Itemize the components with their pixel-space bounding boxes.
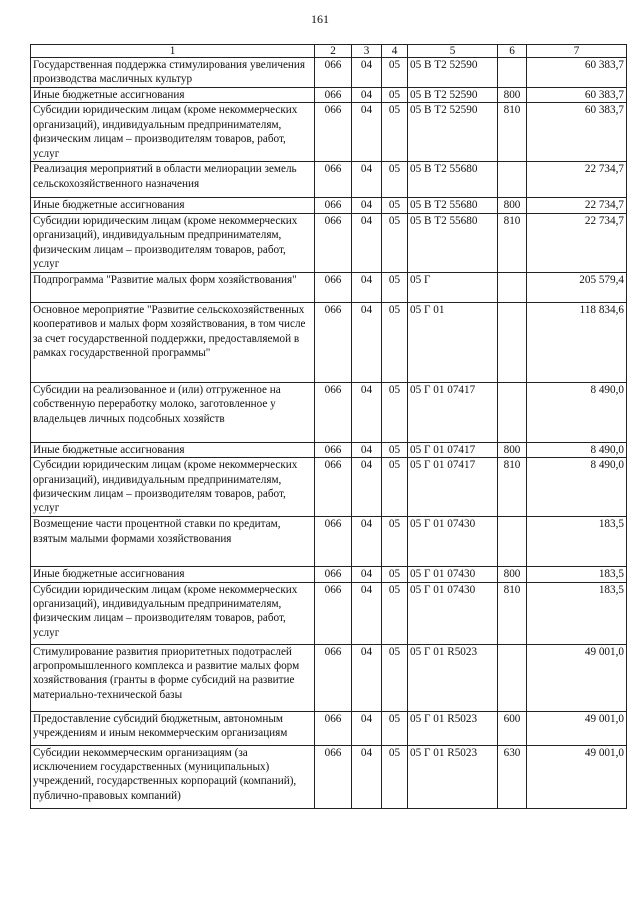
amount: 22 734,7 xyxy=(527,213,627,272)
admin-code: 066 xyxy=(315,213,352,272)
amount: 60 383,7 xyxy=(527,103,627,162)
expense-type-code: 800 xyxy=(498,88,527,103)
expense-type-code: 600 xyxy=(498,711,527,745)
subsection-code: 05 xyxy=(382,644,408,711)
section-code: 04 xyxy=(352,745,382,808)
admin-code: 066 xyxy=(315,88,352,103)
target-article-code: 05 Г 01 xyxy=(408,302,498,382)
section-code: 04 xyxy=(352,711,382,745)
target-article-code: 05 В Т2 55680 xyxy=(408,198,498,213)
row-name: Иные бюджетные ассигнования xyxy=(31,567,315,582)
admin-code: 066 xyxy=(315,58,352,88)
header-col-5: 5 xyxy=(408,45,498,58)
amount: 183,5 xyxy=(527,567,627,582)
subsection-code: 05 xyxy=(382,458,408,517)
subsection-code: 05 xyxy=(382,517,408,567)
table-row xyxy=(31,58,627,88)
table-row xyxy=(31,272,627,302)
row-name: Субсидии юридическим лицам (кроме некоммерческих организаций), индивидуальным предпринимателям, физическим лицам – производителям товаров, работ, услуг xyxy=(31,103,315,162)
table-row xyxy=(31,458,627,517)
expense-type-code xyxy=(498,517,527,567)
expense-type-code: 800 xyxy=(498,442,527,457)
amount: 205 579,4 xyxy=(527,272,627,302)
table-row xyxy=(31,302,627,382)
admin-code: 066 xyxy=(315,103,352,162)
target-article-code: 05 Г 01 R5023 xyxy=(408,745,498,808)
target-article-code: 05 В Т2 52590 xyxy=(408,58,498,88)
expense-type-code xyxy=(498,272,527,302)
section-code: 04 xyxy=(352,458,382,517)
target-article-code: 05 В Т2 52590 xyxy=(408,88,498,103)
subsection-code: 05 xyxy=(382,272,408,302)
subsection-code: 05 xyxy=(382,302,408,382)
amount: 60 383,7 xyxy=(527,58,627,88)
header-col-3: 3 xyxy=(352,45,382,58)
subsection-code: 05 xyxy=(382,58,408,88)
table-row xyxy=(31,213,627,272)
expense-type-code xyxy=(498,58,527,88)
section-code: 04 xyxy=(352,567,382,582)
expense-type-code xyxy=(498,302,527,382)
target-article-code: 05 Г 01 07430 xyxy=(408,582,498,644)
expense-type-code: 810 xyxy=(498,458,527,517)
admin-code: 066 xyxy=(315,198,352,213)
admin-code: 066 xyxy=(315,442,352,457)
header-col-7: 7 xyxy=(527,45,627,58)
admin-code: 066 xyxy=(315,567,352,582)
row-name: Стимулирование развития приоритетных подотраслей агропромышленного комплекса и развитие малых форм хозяйствования (гранты в форме субсидий на развитие материально-технической базы xyxy=(31,644,315,711)
page-number: 161 xyxy=(311,12,329,26)
table-row xyxy=(31,442,627,457)
row-name: Иные бюджетные ассигнования xyxy=(31,88,315,103)
row-name: Основное мероприятие "Развитие сельскохозяйственных кооперативов и малых форм хозяйствования, в том числе за счет государственной поддержки, предоставляемой в рамках государственной программы" xyxy=(31,302,315,382)
target-article-code: 05 Г 01 07430 xyxy=(408,517,498,567)
row-name: Предоставление субсидий бюджетным, автономным учреждениям и иным некоммерческим организациям xyxy=(31,711,315,745)
section-code: 04 xyxy=(352,272,382,302)
section-code: 04 xyxy=(352,582,382,644)
subsection-code: 05 xyxy=(382,198,408,213)
row-name: Подпрограмма "Развитие малых форм хозяйствования" xyxy=(31,272,315,302)
subsection-code: 05 xyxy=(382,567,408,582)
subsection-code: 05 xyxy=(382,711,408,745)
amount: 22 734,7 xyxy=(527,162,627,198)
section-code: 04 xyxy=(352,382,382,442)
amount: 49 001,0 xyxy=(527,644,627,711)
table-row xyxy=(31,103,627,162)
amount: 8 490,0 xyxy=(527,442,627,457)
row-name: Возмещение части процентной ставки по кредитам, взятым малыми формами хозяйствования xyxy=(31,517,315,567)
amount: 60 383,7 xyxy=(527,88,627,103)
subsection-code: 05 xyxy=(382,442,408,457)
header-row xyxy=(31,45,627,58)
table-row xyxy=(31,198,627,213)
row-name: Субсидии юридическим лицам (кроме некоммерческих организаций), индивидуальным предпринимателям, физическим лицам – производителям товаров, работ, услуг xyxy=(31,458,315,517)
amount: 49 001,0 xyxy=(527,745,627,808)
section-code: 04 xyxy=(352,213,382,272)
section-code: 04 xyxy=(352,58,382,88)
admin-code: 066 xyxy=(315,382,352,442)
amount: 183,5 xyxy=(527,517,627,567)
section-code: 04 xyxy=(352,198,382,213)
row-name: Реализация мероприятий в области мелиорации земель сельскохозяйственного назначения xyxy=(31,162,315,198)
admin-code: 066 xyxy=(315,517,352,567)
row-name: Государственная поддержка стимулирования увеличения производства масличных культур xyxy=(31,58,315,88)
row-name: Субсидии юридическим лицам (кроме некоммерческих организаций), индивидуальным предпринимателям, физическим лицам – производителям товаров, работ, услуг xyxy=(31,213,315,272)
section-code: 04 xyxy=(352,302,382,382)
expense-type-code xyxy=(498,644,527,711)
subsection-code: 05 xyxy=(382,745,408,808)
subsection-code: 05 xyxy=(382,103,408,162)
table-row xyxy=(31,711,627,745)
admin-code: 066 xyxy=(315,711,352,745)
row-name: Иные бюджетные ассигнования xyxy=(31,442,315,457)
header-col-4: 4 xyxy=(382,45,408,58)
amount: 8 490,0 xyxy=(527,458,627,517)
target-article-code: 05 Г 01 07417 xyxy=(408,458,498,517)
target-article-code: 05 Г xyxy=(408,272,498,302)
target-article-code: 05 Г 01 07417 xyxy=(408,442,498,457)
admin-code: 066 xyxy=(315,162,352,198)
admin-code: 066 xyxy=(315,582,352,644)
admin-code: 066 xyxy=(315,272,352,302)
table-row xyxy=(31,567,627,582)
amount: 22 734,7 xyxy=(527,198,627,213)
budget-table xyxy=(30,44,627,809)
target-article-code: 05 Г 01 07417 xyxy=(408,382,498,442)
section-code: 04 xyxy=(352,162,382,198)
subsection-code: 05 xyxy=(382,582,408,644)
table-row xyxy=(31,517,627,567)
admin-code: 066 xyxy=(315,644,352,711)
row-name: Субсидии некоммерческим организациям (за исключением государственных (муниципальных) учреждений, государственных корпораций (компаний), публично-правовых компаний) xyxy=(31,745,315,808)
target-article-code: 05 Г 01 R5023 xyxy=(408,711,498,745)
target-article-code: 05 В Т2 55680 xyxy=(408,162,498,198)
amount: 118 834,6 xyxy=(527,302,627,382)
table-row xyxy=(31,745,627,808)
subsection-code: 05 xyxy=(382,162,408,198)
subsection-code: 05 xyxy=(382,88,408,103)
expense-type-code: 810 xyxy=(498,103,527,162)
row-name: Иные бюджетные ассигнования xyxy=(31,198,315,213)
table-row xyxy=(31,88,627,103)
section-code: 04 xyxy=(352,517,382,567)
target-article-code: 05 Г 01 R5023 xyxy=(408,644,498,711)
expense-type-code: 810 xyxy=(498,213,527,272)
amount: 183,5 xyxy=(527,582,627,644)
admin-code: 066 xyxy=(315,302,352,382)
expense-type-code xyxy=(498,162,527,198)
header-col-1: 1 xyxy=(31,45,315,58)
row-name: Субсидии на реализованное и (или) отгруженное на собственную переработку молоко, заготовленное у владельцев личных подсобных хозяйств xyxy=(31,382,315,442)
subsection-code: 05 xyxy=(382,382,408,442)
target-article-code: 05 В Т2 52590 xyxy=(408,103,498,162)
expense-type-code xyxy=(498,382,527,442)
subsection-code: 05 xyxy=(382,213,408,272)
admin-code: 066 xyxy=(315,745,352,808)
expense-type-code: 800 xyxy=(498,567,527,582)
expense-type-code: 810 xyxy=(498,582,527,644)
expense-type-code: 630 xyxy=(498,745,527,808)
admin-code: 066 xyxy=(315,458,352,517)
target-article-code: 05 В Т2 55680 xyxy=(408,213,498,272)
target-article-code: 05 Г 01 07430 xyxy=(408,567,498,582)
section-code: 04 xyxy=(352,88,382,103)
table-row xyxy=(31,644,627,711)
section-code: 04 xyxy=(352,103,382,162)
expense-type-code: 800 xyxy=(498,198,527,213)
header-col-6: 6 xyxy=(498,45,527,58)
table-row xyxy=(31,162,627,198)
table-row xyxy=(31,582,627,644)
amount: 49 001,0 xyxy=(527,711,627,745)
table-row xyxy=(31,382,627,442)
row-name: Субсидии юридическим лицам (кроме некоммерческих организаций), индивидуальным предпринимателям, физическим лицам – производителям товаров, работ, услуг xyxy=(31,582,315,644)
section-code: 04 xyxy=(352,644,382,711)
section-code: 04 xyxy=(352,442,382,457)
amount: 8 490,0 xyxy=(527,382,627,442)
header-col-2: 2 xyxy=(315,45,352,58)
